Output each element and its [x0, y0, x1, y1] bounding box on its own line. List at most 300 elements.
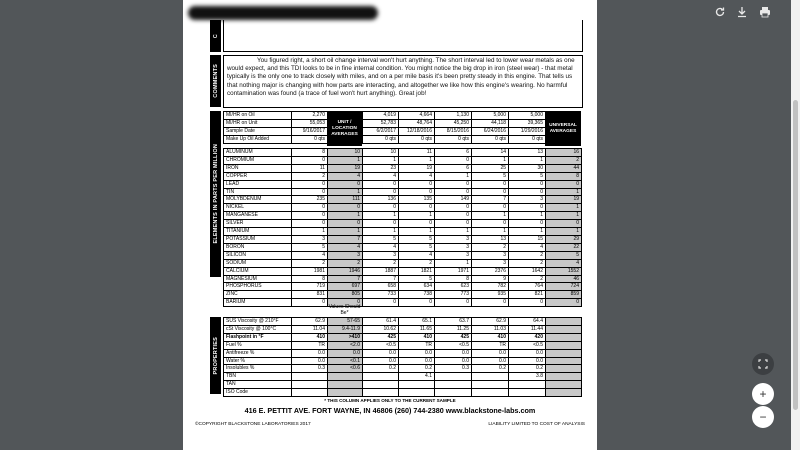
- row-value: 10: [363, 149, 399, 157]
- info-row: [224, 119, 546, 127]
- row-value: 0.0: [472, 349, 509, 357]
- column-note: * THIS COLUMN APPLIES ONLY TO THE CURRENT SAMPLE: [324, 398, 456, 403]
- table-row: [224, 365, 582, 373]
- row-value: 4: [328, 172, 363, 180]
- row-value: [328, 373, 363, 381]
- info-spacer: [328, 119, 363, 127]
- row-value: 11.44: [509, 325, 546, 333]
- row-value: 3: [292, 235, 328, 243]
- row-value: 2: [328, 259, 363, 267]
- row-value: 0: [435, 220, 472, 228]
- row-label: SODIUM: [224, 259, 292, 267]
- table-row: [224, 149, 582, 157]
- fit-page-icon[interactable]: [752, 353, 774, 375]
- row-value: 1642: [509, 267, 546, 275]
- table-row: [224, 212, 582, 220]
- row-value: 8: [435, 275, 472, 283]
- row-value: [546, 325, 582, 333]
- row-value: 1821: [399, 267, 435, 275]
- values-should-be-note: Values Should Be*: [328, 304, 361, 316]
- row-value: 3: [363, 251, 399, 259]
- table-row: [224, 333, 582, 341]
- row-label: MOLYBDENUM: [224, 196, 292, 204]
- row-value: 2376: [472, 267, 509, 275]
- row-value: 0: [328, 299, 363, 307]
- table-row: [224, 196, 582, 204]
- row-value: [546, 365, 582, 373]
- row-value: 0.0: [435, 349, 472, 357]
- row-value: 19: [399, 164, 435, 172]
- row-value: 14: [472, 149, 509, 157]
- row-value: 3: [435, 251, 472, 259]
- row-value: 773: [435, 291, 472, 299]
- row-label: CHROMIUM: [224, 156, 292, 164]
- row-value: 25: [472, 164, 509, 172]
- row-value: 1946: [328, 267, 363, 275]
- row-value: 0: [399, 188, 435, 196]
- document-page: [183, 0, 597, 450]
- row-value: 0: [328, 220, 363, 228]
- row-value: 0.0: [435, 357, 472, 365]
- row-value: 0: [292, 188, 328, 196]
- row-value: 5: [546, 251, 582, 259]
- row-value: 0: [546, 180, 582, 188]
- row-value: 2: [472, 243, 509, 251]
- row-label: Insolubles %: [224, 365, 292, 373]
- table-row: [224, 243, 582, 251]
- row-value: 10: [328, 149, 363, 157]
- info-value: 4,019: [363, 112, 399, 120]
- row-value: 8: [292, 149, 328, 157]
- row-value: 0: [435, 180, 472, 188]
- row-value: 0.0: [363, 349, 399, 357]
- row-label: SILVER: [224, 220, 292, 228]
- row-label: ISO Code: [224, 389, 292, 397]
- row-value: 6: [435, 149, 472, 157]
- row-value: 2: [292, 172, 328, 180]
- row-value: 1: [472, 156, 509, 164]
- row-value: 5: [292, 243, 328, 251]
- table-row: [224, 318, 582, 326]
- row-value: 0: [509, 180, 546, 188]
- sample-info-table: [223, 111, 546, 144]
- row-value: 1552: [546, 267, 582, 275]
- row-value: 2: [509, 251, 546, 259]
- row-value: 0.0: [472, 357, 509, 365]
- row-value: 7: [472, 196, 509, 204]
- row-value: 0: [509, 204, 546, 212]
- zoom-in-button[interactable]: +: [752, 383, 774, 405]
- row-value: 5: [399, 235, 435, 243]
- row-value: 11.65: [399, 325, 435, 333]
- row-value: 3: [472, 251, 509, 259]
- top-side-label: C: [210, 20, 221, 52]
- row-value: 0: [399, 299, 435, 307]
- row-value: 658: [363, 283, 399, 291]
- row-value: [546, 389, 582, 397]
- row-value: 4: [399, 172, 435, 180]
- row-label: LEAD: [224, 180, 292, 188]
- table-row: [224, 283, 582, 291]
- lab-address: 416 E. PETTIT AVE. FORT WAYNE, IN 46806 (260) 744-2380 www.blackstone-labs.com: [244, 406, 536, 415]
- row-value: 4: [546, 259, 582, 267]
- row-value: [363, 381, 399, 389]
- info-value: 2,270: [292, 112, 328, 120]
- row-label: POTASSIUM: [224, 235, 292, 243]
- row-label: ZINC: [224, 291, 292, 299]
- info-value: 5,000: [472, 112, 509, 120]
- row-value: [435, 381, 472, 389]
- row-value: 1: [399, 228, 435, 236]
- row-value: 2: [399, 259, 435, 267]
- redacted-header: [188, 6, 378, 20]
- row-value: 0: [292, 299, 328, 307]
- row-value: 0: [363, 180, 399, 188]
- row-value: 149: [435, 196, 472, 204]
- row-value: 1: [328, 156, 363, 164]
- table-row: [224, 349, 582, 357]
- row-value: 0: [546, 299, 582, 307]
- row-value: >410: [328, 333, 363, 341]
- row-value: 3: [472, 259, 509, 267]
- row-value: 0: [435, 204, 472, 212]
- copyright-text: ©COPYRIGHT BLACKSTONE LABORATORIES 2017: [195, 422, 311, 427]
- row-value: [399, 389, 435, 397]
- table-row: [224, 180, 582, 188]
- row-value: 1: [546, 204, 582, 212]
- liability-text: LIABILITY LIMITED TO COST OF ANALYSIS: [488, 422, 585, 427]
- table-row: [224, 172, 582, 180]
- top-box: [223, 20, 583, 52]
- row-value: TR: [292, 341, 328, 349]
- properties-table: [223, 317, 582, 397]
- row-value: 1887: [363, 267, 399, 275]
- row-value: 11: [292, 164, 328, 172]
- elements-table: [223, 148, 582, 307]
- row-value: 16: [546, 149, 582, 157]
- info-label: MI/HR on Unit: [224, 119, 292, 127]
- row-value: [472, 381, 509, 389]
- row-value: 13: [472, 235, 509, 243]
- row-value: 0: [292, 180, 328, 188]
- row-value: 0: [363, 204, 399, 212]
- rotate-icon[interactable]: [712, 6, 728, 20]
- row-value: [435, 373, 472, 381]
- row-label: MAGNESIUM: [224, 275, 292, 283]
- row-value: 1: [435, 228, 472, 236]
- row-value: 61.4: [363, 318, 399, 326]
- row-value: 1: [435, 259, 472, 267]
- row-value: 0: [546, 220, 582, 228]
- row-value: 623: [435, 283, 472, 291]
- universal-averages-header: UNIVERSAL AVERAGES: [545, 111, 581, 146]
- row-value: 0.0: [399, 349, 435, 357]
- info-value: 5,000: [509, 112, 546, 120]
- info-value: 1/29/2016: [509, 127, 546, 135]
- row-value: 420: [509, 333, 546, 341]
- table-row: [224, 291, 582, 299]
- row-label: ALUMINUM: [224, 149, 292, 157]
- row-value: <0.1: [328, 357, 363, 365]
- row-value: 13: [509, 149, 546, 157]
- row-value: 0: [509, 188, 546, 196]
- row-value: 0: [435, 299, 472, 307]
- table-row: [224, 164, 582, 172]
- row-value: 410: [399, 333, 435, 341]
- row-label: NICKEL: [224, 204, 292, 212]
- row-value: 0.0: [509, 349, 546, 357]
- row-label: PHOSPHORUS: [224, 283, 292, 291]
- row-label: CALCIUM: [224, 267, 292, 275]
- row-value: [472, 389, 509, 397]
- row-value: 805: [328, 291, 363, 299]
- row-value: 0.3: [435, 365, 472, 373]
- row-value: 2: [363, 259, 399, 267]
- row-value: 1: [328, 212, 363, 220]
- row-value: [546, 357, 582, 365]
- table-row: [224, 228, 582, 236]
- scrollbar-thumb[interactable]: [793, 100, 798, 410]
- row-label: MANGANESE: [224, 212, 292, 220]
- info-value: 0 qts: [363, 135, 399, 143]
- info-value: 0 qts: [472, 135, 509, 143]
- row-value: [509, 389, 546, 397]
- row-label: TIN: [224, 188, 292, 196]
- info-spacer: [328, 135, 363, 143]
- row-value: 6: [435, 164, 472, 172]
- row-value: 410: [472, 333, 509, 341]
- row-value: [328, 381, 363, 389]
- row-value: 831: [292, 291, 328, 299]
- row-value: 2: [509, 259, 546, 267]
- row-label: cSt Viscosity @ 100°C: [224, 325, 292, 333]
- info-value: 0 qts: [435, 135, 472, 143]
- row-value: 0.2: [472, 365, 509, 373]
- row-value: 4: [328, 243, 363, 251]
- unit-averages-header: UNIT / LOCATION AVERAGES: [327, 111, 362, 146]
- table-row: [224, 259, 582, 267]
- row-value: 1: [292, 228, 328, 236]
- row-label: TBN: [224, 373, 292, 381]
- row-value: 782: [472, 283, 509, 291]
- row-value: 1: [363, 156, 399, 164]
- row-value: 23: [363, 164, 399, 172]
- table-row: [224, 325, 582, 333]
- row-value: 5: [363, 235, 399, 243]
- info-value: 6/24/2016: [472, 127, 509, 135]
- row-value: 859: [546, 291, 582, 299]
- row-value: <2.0: [328, 341, 363, 349]
- row-label: BARIUM: [224, 299, 292, 307]
- row-value: 2: [292, 259, 328, 267]
- row-value: 634: [399, 283, 435, 291]
- row-value: 5: [509, 172, 546, 180]
- download-icon[interactable]: [734, 6, 750, 20]
- row-value: 4: [509, 243, 546, 251]
- row-value: 3: [509, 196, 546, 204]
- row-value: 11.25: [435, 325, 472, 333]
- info-label: Make Up Oil Added: [224, 135, 292, 143]
- table-row: [224, 389, 582, 397]
- info-label: Sample Date: [224, 127, 292, 135]
- row-value: [546, 341, 582, 349]
- row-value: 0: [399, 204, 435, 212]
- row-value: 46: [546, 275, 582, 283]
- info-value: 55,053: [292, 119, 328, 127]
- row-value: 1: [472, 212, 509, 220]
- row-value: 0.2: [363, 365, 399, 373]
- table-row: [224, 373, 582, 381]
- row-value: 1971: [435, 267, 472, 275]
- row-value: [546, 333, 582, 341]
- row-value: [363, 373, 399, 381]
- row-value: 0: [292, 220, 328, 228]
- row-value: [328, 389, 363, 397]
- row-label: COPPER: [224, 172, 292, 180]
- row-value: 235: [292, 196, 328, 204]
- row-value: 11.03: [472, 325, 509, 333]
- row-value: [546, 373, 582, 381]
- row-value: [292, 389, 328, 397]
- row-label: TAN: [224, 381, 292, 389]
- row-value: 136: [363, 196, 399, 204]
- row-label: BORON: [224, 243, 292, 251]
- info-row: [224, 127, 546, 135]
- info-value: 44,118: [472, 119, 509, 127]
- info-value: 4,664: [399, 112, 435, 120]
- table-row: [224, 220, 582, 228]
- info-value: 39,365: [509, 119, 546, 127]
- table-row: [224, 267, 582, 275]
- row-value: 738: [399, 291, 435, 299]
- row-value: <0.5: [509, 341, 546, 349]
- row-value: 7: [328, 235, 363, 243]
- info-value: 45,250: [435, 119, 472, 127]
- row-value: 29: [546, 235, 582, 243]
- row-value: 733: [363, 291, 399, 299]
- properties-label: PROPERTIES: [210, 317, 221, 394]
- info-value: 8/15/2016: [435, 127, 472, 135]
- row-value: <0.5: [435, 341, 472, 349]
- row-value: 0: [399, 180, 435, 188]
- row-value: TR: [399, 341, 435, 349]
- row-value: 1: [546, 228, 582, 236]
- row-value: 30: [509, 164, 546, 172]
- info-value: 9/16/2017: [292, 127, 328, 135]
- row-value: 1: [435, 172, 472, 180]
- row-value: <0.5: [363, 341, 399, 349]
- row-value: 1: [328, 188, 363, 196]
- table-row: [224, 381, 582, 389]
- row-value: 19: [546, 196, 582, 204]
- info-row: [224, 112, 546, 120]
- row-label: SILICON: [224, 251, 292, 259]
- row-value: 0: [509, 220, 546, 228]
- row-value: 9: [472, 275, 509, 283]
- row-value: 0.0: [292, 349, 328, 357]
- row-value: 62.9: [472, 318, 509, 326]
- info-value: 1,130: [435, 112, 472, 120]
- row-value: 697: [328, 283, 363, 291]
- row-value: 0: [472, 299, 509, 307]
- row-value: 719: [292, 283, 328, 291]
- row-value: 8: [292, 275, 328, 283]
- row-value: 0: [363, 299, 399, 307]
- row-value: 0: [435, 212, 472, 220]
- row-value: 2: [546, 156, 582, 164]
- row-value: 4: [399, 251, 435, 259]
- info-row: [224, 135, 546, 143]
- row-value: 11.04: [292, 325, 328, 333]
- row-value: 0.2: [399, 365, 435, 373]
- row-value: 425: [363, 333, 399, 341]
- row-value: 821: [509, 291, 546, 299]
- row-label: Antifreeze %: [224, 349, 292, 357]
- row-value: 5: [472, 172, 509, 180]
- row-value: 15: [509, 235, 546, 243]
- row-value: 0.0: [328, 349, 363, 357]
- row-value: 0: [472, 204, 509, 212]
- table-row: [224, 357, 582, 365]
- row-value: 1: [399, 156, 435, 164]
- row-value: [472, 373, 509, 381]
- row-value: 410: [292, 333, 328, 341]
- row-value: 0: [509, 299, 546, 307]
- info-spacer: [328, 112, 363, 120]
- row-value: 9.4-11.9: [328, 325, 363, 333]
- comments-text: You figured right, a short oil change interval won't hurt anything. The short interval led to lower wear metals as one would expect, and this TDI looks to be in fine internal condition. You might notice the big drop in iron (steel wear) - that metal typically is the only one to track closely with miles, and on a per mile basis it's been pretty steady in this engine. That tells us that nothing major is changing with how parts are interacting, and altogether we like how this engine's wearing. No harmful contamination was found (a trace of fuel won't hurt anything). Great job!: [227, 57, 575, 97]
- row-value: 0: [399, 220, 435, 228]
- row-value: 135: [399, 196, 435, 204]
- row-value: 10.62: [363, 325, 399, 333]
- row-value: 1: [328, 228, 363, 236]
- row-value: [546, 318, 582, 326]
- row-value: <0.6: [328, 365, 363, 373]
- row-value: 425: [435, 333, 472, 341]
- row-value: 1: [472, 228, 509, 236]
- row-value: [546, 349, 582, 357]
- row-label: Water %: [224, 357, 292, 365]
- row-value: 1: [509, 228, 546, 236]
- row-value: 8: [546, 172, 582, 180]
- row-value: [292, 373, 328, 381]
- print-icon[interactable]: [757, 6, 773, 20]
- row-value: [509, 381, 546, 389]
- row-value: 0.0: [363, 357, 399, 365]
- info-value: 0 qts: [509, 135, 546, 143]
- row-value: 764: [509, 283, 546, 291]
- info-value: 52,783: [363, 119, 399, 127]
- row-value: [399, 381, 435, 389]
- row-value: 64.4: [509, 318, 546, 326]
- row-value: 1: [509, 156, 546, 164]
- row-value: 1981: [292, 267, 328, 275]
- row-value: 0.2: [509, 365, 546, 373]
- row-value: 4: [363, 243, 399, 251]
- row-value: 0: [292, 156, 328, 164]
- row-value: 3: [328, 251, 363, 259]
- row-value: [292, 381, 328, 389]
- row-value: 0: [363, 188, 399, 196]
- row-value: 0.3: [292, 365, 328, 373]
- row-value: 44: [546, 164, 582, 172]
- zoom-out-button[interactable]: −: [752, 406, 774, 428]
- info-value: 0 qts: [399, 135, 435, 143]
- row-value: 2: [509, 275, 546, 283]
- info-value: 0 qts: [292, 135, 328, 143]
- row-value: 5: [399, 243, 435, 251]
- info-value: 12/18/2016: [399, 127, 435, 135]
